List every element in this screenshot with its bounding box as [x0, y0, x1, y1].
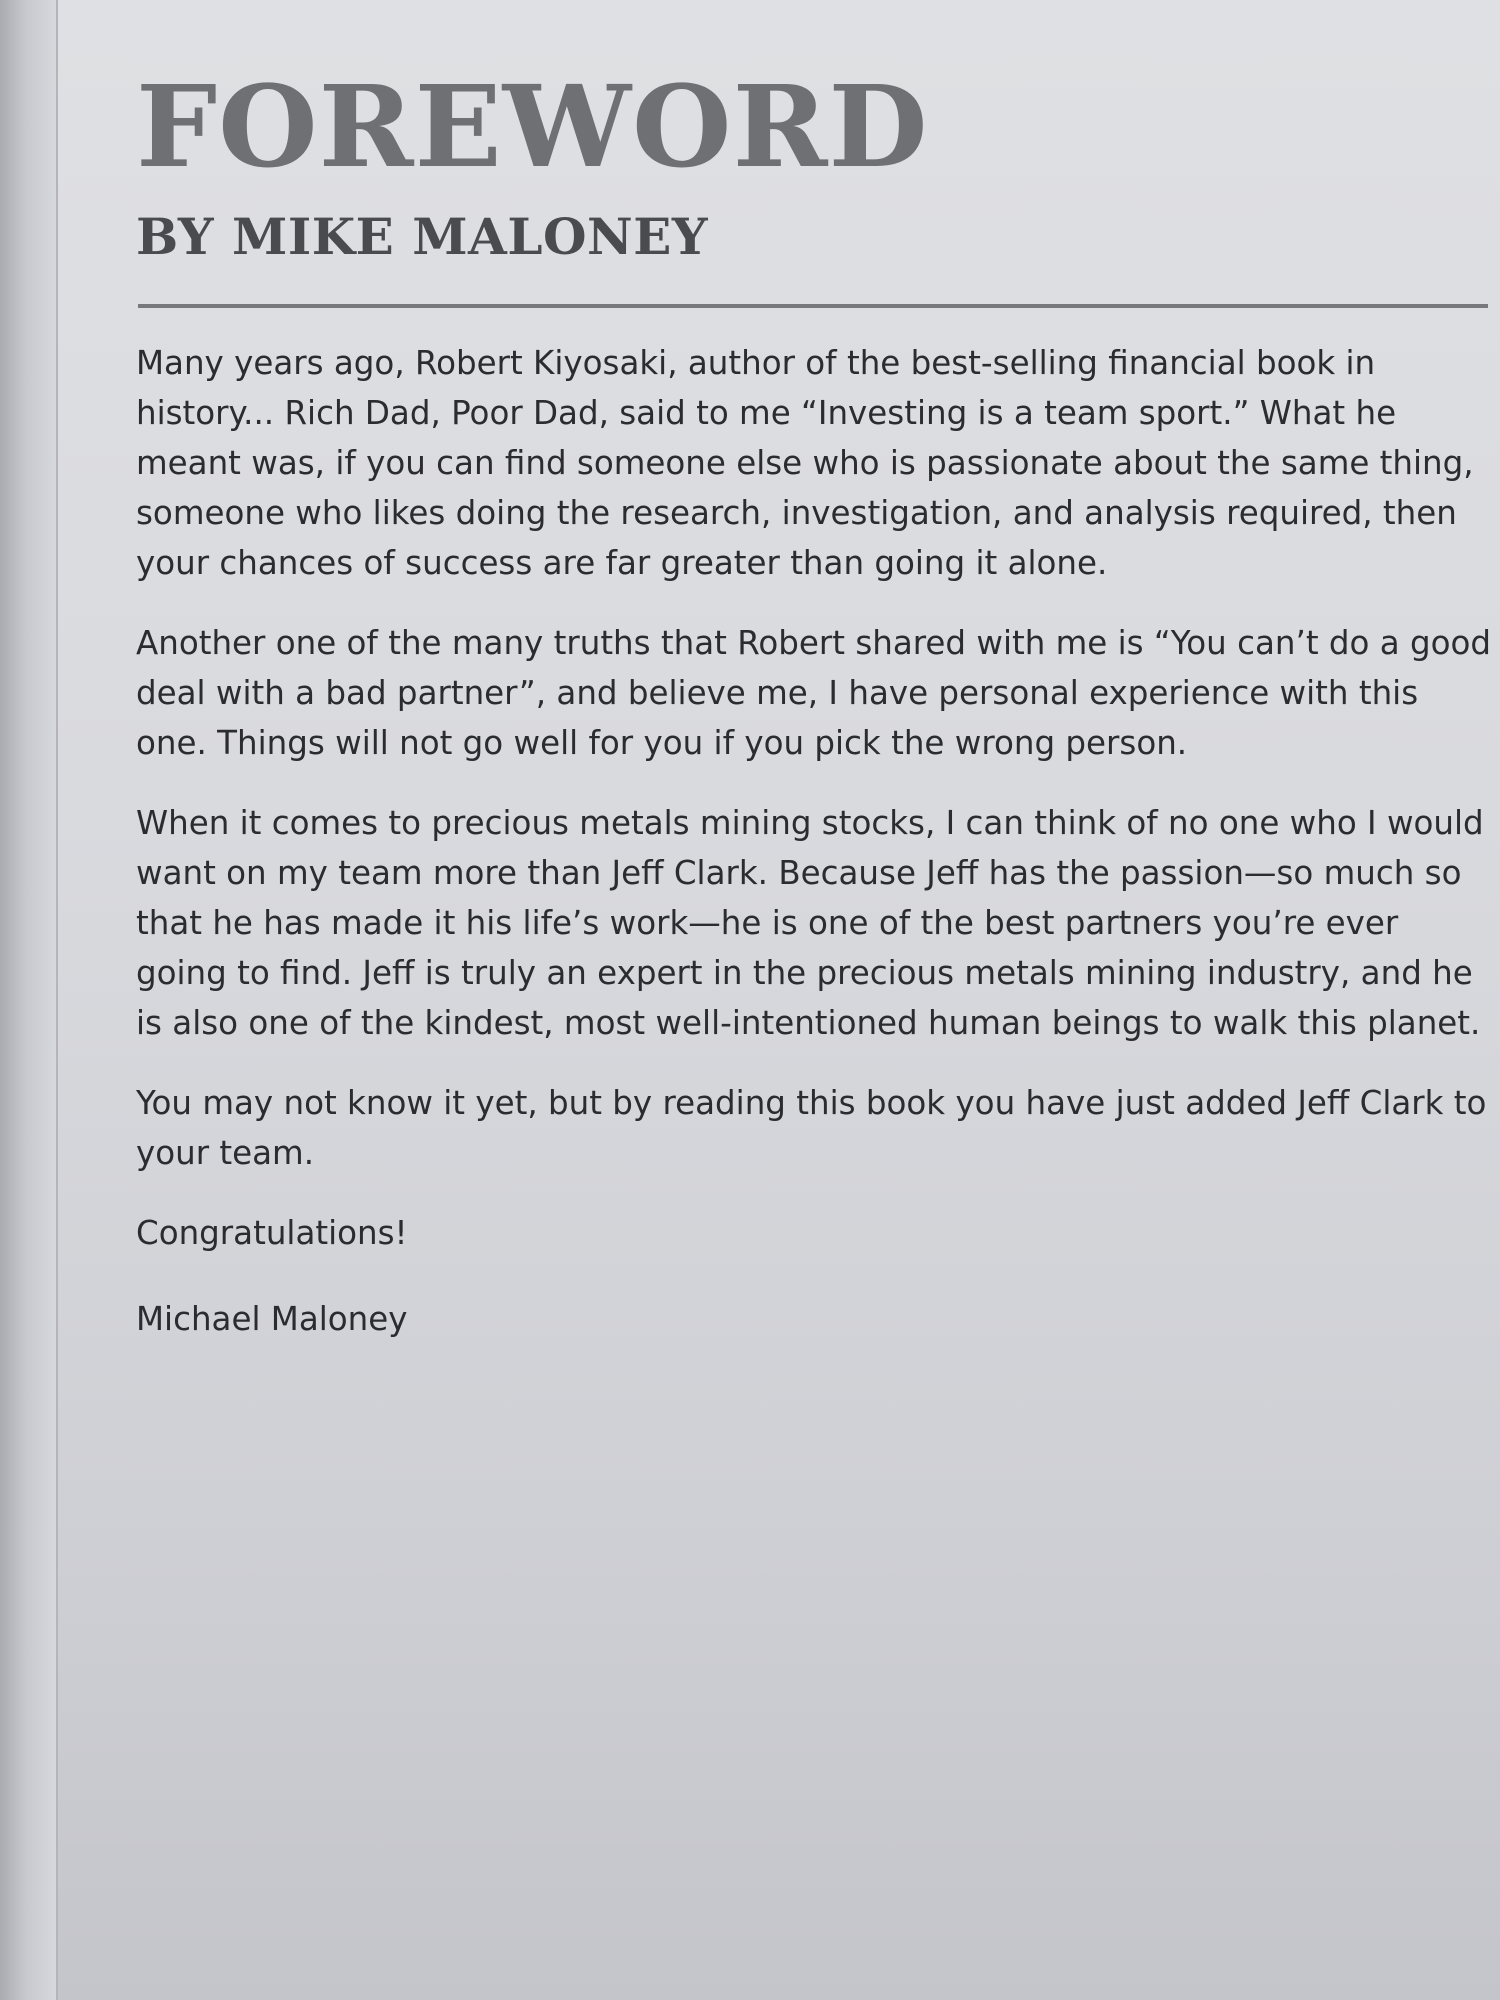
closing-line: Congratulations! [136, 1214, 408, 1252]
title-divider [138, 304, 1488, 308]
paragraph-3: When it comes to precious metals mining stocks, I can think of no one who I would want on my team more than Jeff Clark. Because Jeff has the passion—so much so that he has made it his life’s work—he is one of the best partners you’re ever going to find. Jeff is truly an expert in the precious metals mining industry, and he is also one of the kindest, most well-intentioned human beings to walk this planet. [136, 804, 1484, 1042]
signature: Michael Maloney [136, 1300, 408, 1338]
byline: BY MIKE MALONEY [136, 207, 709, 266]
paragraph-2: Another one of the many truths that Robert shared with me is “You can’t do a good deal with a bad partner”, and believe me, I have personal experience with this one. Things will not go well for you if you pick the wrong person. [136, 624, 1492, 762]
page-title: FOREWORD [136, 62, 929, 193]
paragraph-4: You may not know it yet, but by reading this book you have just added Jeff Clark to your team. [136, 1084, 1487, 1172]
foreword-body [136, 338, 1494, 1380]
paragraph-1: Many years ago, Robert Kiyosaki, author of the best-selling financial book in history... Rich Dad, Poor Dad, said to me “Investing is a team sport.” What he meant was, if you can find someone else who is passionate about the same thing, someone who likes doing the research, investigation, and analysis required, then your chances of success are far greater than going it alone. [136, 344, 1474, 582]
book-page [58, 0, 1500, 2000]
page-binding-edge [0, 0, 58, 2000]
